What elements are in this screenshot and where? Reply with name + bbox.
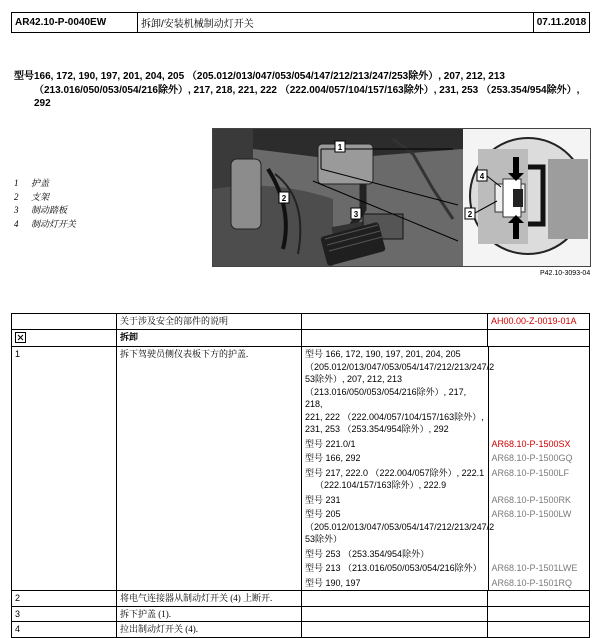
- safety-reference-link[interactable]: AH00.00-Z-0019-01A: [488, 314, 590, 330]
- step-row: [12, 622, 590, 638]
- model-reference-list: [302, 347, 589, 590]
- document-id: AR42.10-P-0040EW: [12, 13, 138, 32]
- callout-label: 4: [479, 172, 485, 181]
- legend-text: 制动灯开关: [31, 218, 77, 229]
- model-ref-row: [302, 347, 589, 437]
- callout-label: 1: [337, 143, 343, 152]
- model-line: 型号 221.0/1: [302, 437, 488, 452]
- step-text: 拆下驾驶员侧仪表板下方的护盖.: [117, 347, 302, 591]
- reference-link[interactable]: AR68.10-P-1501RQ: [491, 577, 573, 588]
- model-line: 型号 205: [305, 509, 341, 519]
- legend-text: 支架: [31, 191, 50, 202]
- model-ref-row: [302, 507, 589, 547]
- reference-link[interactable]: AR68.10-P-1500LW: [491, 509, 572, 519]
- reference-link[interactable]: AR68.10-P-1500RK: [491, 494, 572, 505]
- legend-item: [14, 204, 76, 218]
- model-ref-row: [302, 451, 589, 466]
- step-number: 3: [12, 606, 117, 622]
- component-photo: [212, 128, 591, 267]
- model-ref-row: [302, 561, 589, 576]
- callout-label: 2: [281, 194, 287, 203]
- reference-link[interactable]: AR68.10-P-1500LF: [491, 467, 570, 478]
- legend-number: 3: [14, 205, 19, 215]
- model-line: （205.012/013/047/053/054/147/212/213/247/2: [305, 521, 495, 532]
- callout-label: 3: [353, 210, 359, 219]
- legend-number: 4: [14, 218, 19, 229]
- reference-link[interactable]: AR68.10-P-1501LWE: [491, 563, 578, 573]
- model-line: 型号 217, 222.0 （222.004/057除外）, 222.1: [305, 467, 485, 478]
- model-line: （205.012/013/047/053/054/147/212/213/247/2: [305, 361, 495, 372]
- model-ref-row: [302, 493, 589, 508]
- step-text: 拉出制动灯开关 (4).: [117, 622, 302, 638]
- model-line: （222.104/157/163除外）, 222.9: [315, 480, 447, 490]
- step-row: [12, 591, 590, 607]
- step-number: 2: [12, 591, 117, 607]
- model-ref-row: [302, 437, 589, 452]
- legend-text: 护盖: [31, 178, 50, 188]
- document-date: 07.11.2018: [533, 13, 589, 32]
- legend-item: [14, 177, 76, 191]
- model-line: 型号 253 （253.354/954除外）: [302, 547, 488, 562]
- reference-link[interactable]: AR68.10-P-1500SX: [491, 438, 571, 449]
- step-text: 拆下护盖 (1).: [117, 606, 302, 622]
- model-ref-row: [302, 576, 589, 591]
- legend-number: 1: [14, 178, 19, 188]
- callout-label: 2: [467, 210, 473, 219]
- model-applicability: [14, 70, 594, 111]
- model-line: （213.016/050/053/054/216除外）, 217, 218, 221, 222 （222.004/057/104/157/163除外）, 231, 253 （253.354/954除外）,: [34, 84, 580, 96]
- step-number: 4: [12, 622, 117, 638]
- model-line: 221, 222 （222.004/057/104/157/163除外）,: [305, 411, 484, 422]
- legend-text: 制动踏板: [31, 205, 68, 215]
- step-text: 将电气连接器从制动灯开关 (4) 上断开.: [117, 591, 302, 607]
- safety-row: [12, 314, 590, 330]
- figure-legend: [14, 177, 76, 231]
- legend-item: [14, 191, 76, 205]
- model-line: 型号 166, 172, 190, 197, 201, 204, 205: [305, 349, 461, 359]
- legend-item: [14, 218, 76, 232]
- section-title: 拆卸: [117, 329, 302, 347]
- model-line: （213.016/050/053/054/216除外）, 217, 218,: [305, 386, 467, 409]
- section-row: [12, 329, 590, 347]
- model-ref-row: [302, 466, 589, 493]
- reference-link[interactable]: AR68.10-P-1500GQ: [491, 453, 573, 463]
- model-line: 型号 166, 292: [302, 451, 488, 466]
- document-title: 拆卸/安装机械制动灯开关: [141, 19, 254, 30]
- legend-number: 2: [14, 191, 19, 202]
- model-line: 型号 213 （213.016/050/053/054/216除外）: [302, 561, 488, 576]
- model-line: 型号 190, 197: [302, 576, 488, 591]
- procedure-table: [11, 313, 590, 638]
- pedal-area-illustration: [213, 129, 590, 266]
- step-row: [12, 606, 590, 622]
- safety-label: 关于涉及安全的部件的说明: [117, 314, 302, 330]
- model-line: 型号166, 172, 190, 197, 201, 204, 205 （205.012/013/047/053/054/147/212/213/247/253除外）, 207, 212, 213: [14, 71, 505, 82]
- model-line: 53除外）, 207, 212, 213: [305, 374, 403, 384]
- document-header: [11, 12, 590, 33]
- model-line: 231, 253 （253.354/954除外）, 292: [305, 424, 449, 434]
- figure-caption: P42.10-3093-04: [540, 270, 591, 277]
- model-line: 53除外）: [305, 534, 343, 544]
- model-line: 型号 231: [302, 493, 488, 508]
- model-ref-row: [302, 547, 589, 562]
- step-row: [12, 347, 590, 591]
- tools-icon: [15, 332, 26, 343]
- reference-link[interactable]: [488, 547, 589, 562]
- step-number: 1: [12, 347, 117, 591]
- model-line: 292: [34, 98, 51, 109]
